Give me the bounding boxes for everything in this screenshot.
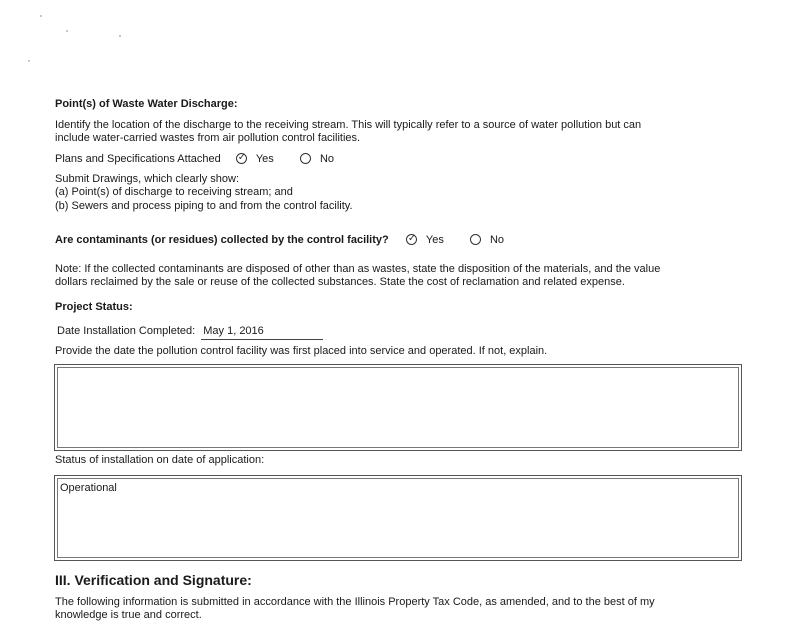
service-date-field[interactable] — [57, 367, 739, 448]
waste-water-description-line1: Identify the location of the discharge to the receiving stream. This will typically refer to a source of water pollution but can — [55, 119, 642, 131]
contaminants-note-line2: dollars reclaimed by the sale or reuse of the collected substances. State the cost of reclamation and related expense. — [55, 276, 625, 288]
contaminants-no-radio[interactable] — [470, 234, 481, 245]
verification-text-line1: The following information is submitted in accordance with the Illinois Property Tax Code, as amended, and to the best of my — [55, 596, 655, 608]
date-installed-value[interactable]: May 1, 2016 — [201, 325, 323, 340]
plans-yes-radio[interactable] — [236, 153, 247, 164]
status-box[interactable] — [54, 475, 742, 561]
service-prompt: Provide the date the pollution control facility was first placed into service and operated. If not, explain. — [55, 345, 548, 357]
contaminants-question: Are contaminants (or residues) collected by the control facility? — [55, 234, 389, 246]
scan-speck — [28, 60, 30, 62]
contaminants-no-label: No — [489, 234, 505, 246]
project-status-heading: Project Status: — [55, 301, 133, 313]
drawings-line3: (b) Sewers and process piping to and from the control facility. — [55, 200, 353, 212]
contaminants-yes-radio[interactable] — [406, 234, 417, 245]
status-prompt: Status of installation on date of application: — [55, 454, 265, 466]
plans-yes-label: Yes — [255, 153, 274, 165]
verification-heading: III. Verification and Signature: — [55, 572, 252, 588]
date-installed-label: Date Installation Completed: — [57, 325, 196, 337]
plans-label: Plans and Specifications Attached — [55, 153, 221, 165]
plans-row — [55, 153, 334, 166]
contaminants-note-line1: Note: If the collected contaminants are disposed of other than as wastes, state the disposition of the materials, and the value — [55, 263, 661, 275]
date-installed-row — [57, 325, 323, 340]
verification-text-line2: knowledge is true and correct. — [55, 609, 202, 621]
plans-no-radio[interactable] — [300, 153, 311, 164]
scan-speck — [40, 15, 42, 17]
drawings-line2: (a) Point(s) of discharge to receiving stream; and — [55, 186, 293, 198]
waste-water-heading: Point(s) of Waste Water Discharge: — [55, 98, 238, 110]
waste-water-description-line2: include water-carried wastes from air pollution control facilities. — [55, 132, 361, 144]
contaminants-row — [55, 234, 504, 247]
contaminants-yes-label: Yes — [425, 234, 444, 246]
status-field[interactable]: Operational — [57, 478, 739, 558]
scan-speck — [66, 30, 68, 32]
service-date-box[interactable] — [54, 364, 742, 451]
plans-no-label: No — [319, 153, 334, 165]
drawings-line1: Submit Drawings, which clearly show: — [55, 173, 240, 185]
scan-speck — [119, 35, 121, 37]
